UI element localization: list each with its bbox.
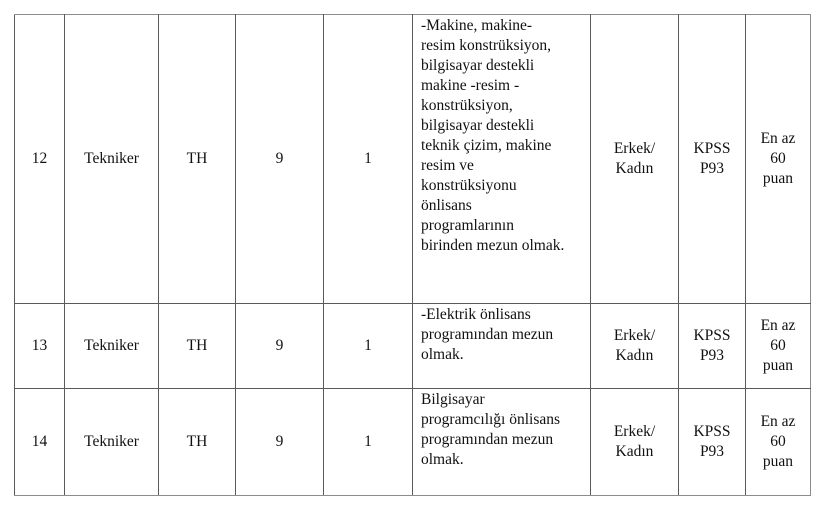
gender-line: Erkek/ [613,327,656,344]
exam-line: P93 [699,347,725,364]
requirement-cell [413,304,591,389]
requirement-line: olmak. [421,346,464,363]
count-cell: 1 [324,15,413,304]
score-line: En az [760,317,796,334]
gender-cell [591,15,679,304]
exam-line: P93 [699,443,725,460]
position-title-cell: Tekniker [65,389,159,496]
grade-cell: 9 [236,304,324,389]
requirement-line: bilgisayar destekli [421,117,535,134]
position-title-cell: Tekniker [65,15,159,304]
requirement-cell [413,15,591,304]
gender-line: Kadın [615,160,654,177]
count-cell: 1 [324,304,413,389]
requirement-line: makine -resim - [421,77,520,94]
class-cell: TH [159,304,236,389]
table-row [15,389,811,496]
gender-line: Kadın [615,347,654,364]
requirement-line: programlarının [421,217,514,234]
score-line: 60 [770,150,786,167]
exam-line: KPSS [693,327,731,344]
gender-line: Kadın [615,443,654,460]
score-line: 60 [770,337,786,354]
requirement-line: programcılığı önlisans [421,411,561,428]
requirement-line: konstrüksiyonu [421,177,517,194]
class-cell: TH [159,389,236,496]
requirement-line: resim konstrüksiyon, [421,37,552,54]
grade-cell: 9 [236,389,324,496]
requirement-line: programından mezun [421,326,554,343]
position-table [14,14,811,496]
score-line: puan [762,453,794,470]
min-score-cell [746,304,811,389]
min-score-cell [746,389,811,496]
gender-line: Erkek/ [613,140,656,157]
position-title-cell: Tekniker [65,304,159,389]
requirement-line: birinden mezun olmak. [421,237,565,254]
score-line: 60 [770,433,786,450]
exam-line: KPSS [693,423,731,440]
count-cell: 1 [324,389,413,496]
exam-line: P93 [699,160,725,177]
score-line: puan [762,170,794,187]
row-number-cell: 12 [15,15,65,304]
gender-cell [591,304,679,389]
score-line: En az [760,413,796,430]
exam-cell [679,304,746,389]
gender-line: Erkek/ [613,423,656,440]
score-line: En az [760,130,796,147]
requirement-line: bilgisayar destekli [421,57,535,74]
exam-line: KPSS [693,140,731,157]
gender-cell [591,389,679,496]
requirement-line: teknik çizim, makine [421,137,552,154]
min-score-cell [746,15,811,304]
row-number-cell: 13 [15,304,65,389]
requirement-line: önlisans [421,197,472,214]
table-row [15,15,811,304]
requirement-line: olmak. [421,451,464,468]
requirement-line: resim ve [421,157,474,174]
exam-cell [679,389,746,496]
requirement-line: -Elektrik önlisans [421,306,531,323]
requirement-line: -Makine, makine- [421,17,533,34]
row-number-cell: 14 [15,389,65,496]
grade-cell: 9 [236,15,324,304]
exam-cell [679,15,746,304]
requirement-line: Bilgisayar [421,391,485,408]
requirement-line: programından mezun [421,431,554,448]
class-cell: TH [159,15,236,304]
table-row [15,304,811,389]
requirement-line: konstrüksiyon, [421,97,513,114]
requirement-cell [413,389,591,496]
score-line: puan [762,357,794,374]
